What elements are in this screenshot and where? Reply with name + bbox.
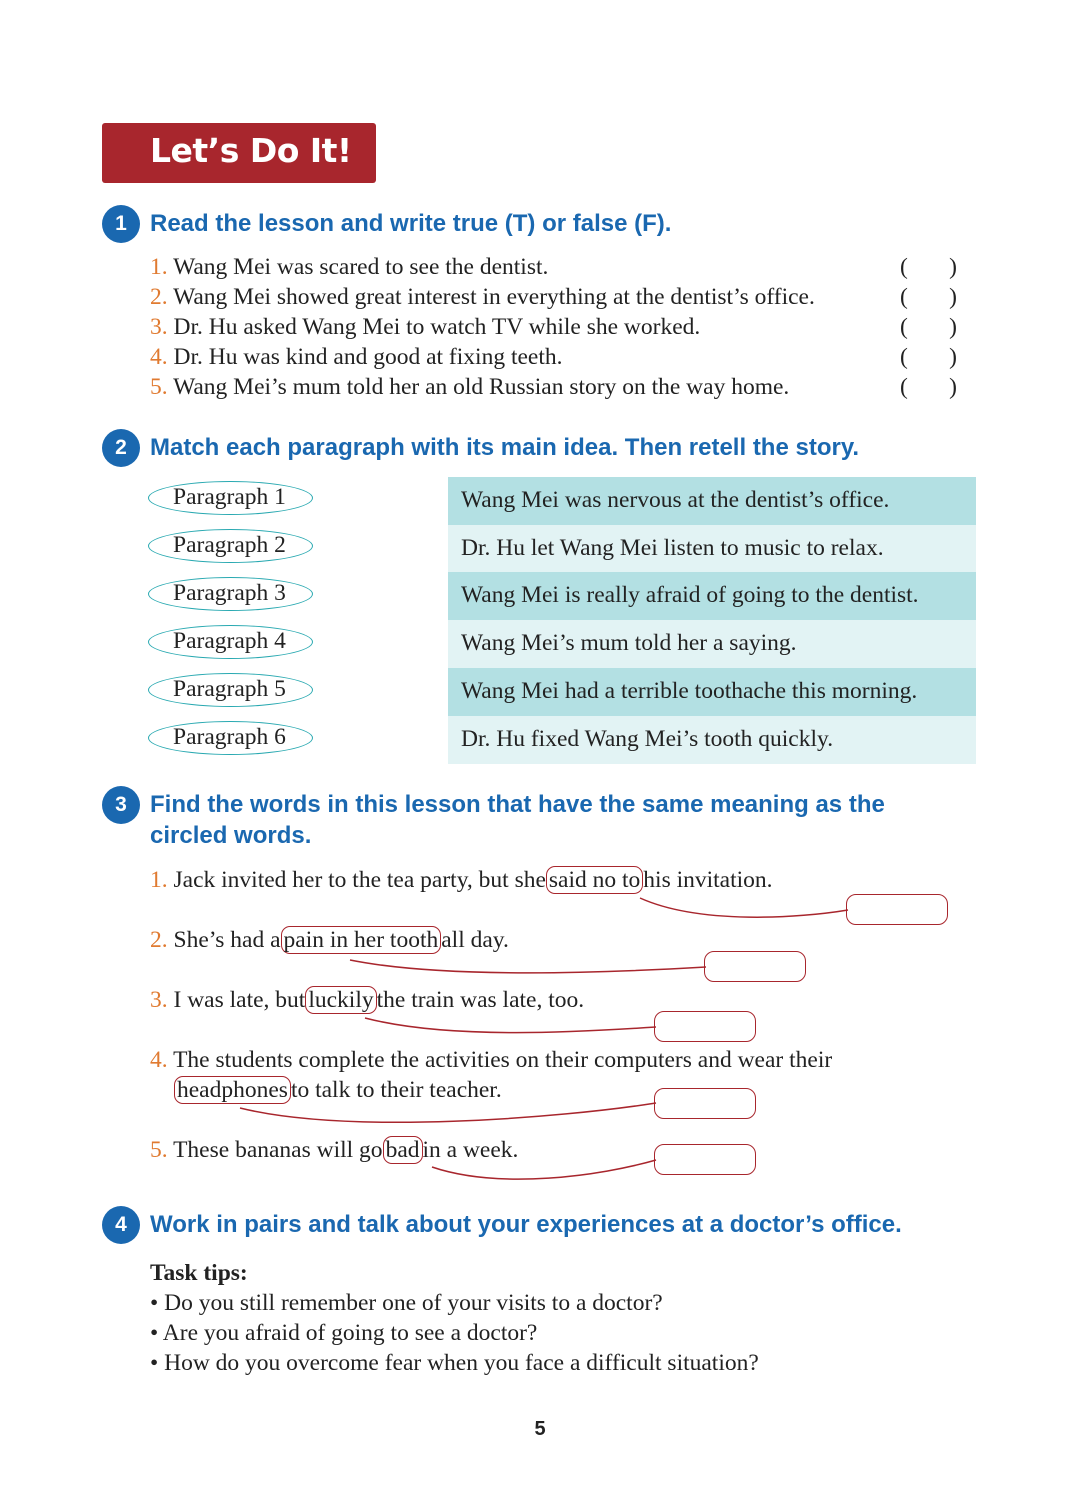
paragraph-label: Paragraph 6 bbox=[173, 724, 286, 750]
circled-word: said no to bbox=[546, 866, 643, 894]
vocab-item-2 bbox=[150, 927, 509, 954]
tf-item-number: 4. bbox=[150, 344, 168, 370]
connector-line-4 bbox=[240, 1103, 656, 1122]
main-idea-1[interactable]: Wang Mei was nervous at the dentist’s office. bbox=[448, 477, 976, 525]
main-idea-5[interactable]: Wang Mei had a terrible toothache this morning. bbox=[448, 668, 976, 716]
vocab-item-3 bbox=[150, 987, 584, 1014]
close-paren: ) bbox=[949, 314, 957, 340]
vocab-item-4-line-1 bbox=[150, 1047, 832, 1074]
circled-word: pain in her tooth bbox=[281, 926, 442, 954]
vocab-item-post: all day. bbox=[441, 927, 509, 953]
section-1-number: 1 bbox=[102, 205, 140, 243]
vocab-item-pre: She’s had a bbox=[173, 927, 281, 953]
section-3-title-line-2: circled words. bbox=[150, 822, 312, 849]
vocab-item-number: 3. bbox=[150, 987, 168, 1013]
paragraph-label: Paragraph 4 bbox=[173, 628, 286, 654]
open-paren: ( bbox=[900, 284, 908, 310]
paragraph-label: Paragraph 3 bbox=[173, 580, 286, 606]
tf-item-number: 2. bbox=[150, 284, 168, 310]
answer-box-2[interactable] bbox=[704, 951, 806, 982]
open-paren: ( bbox=[900, 374, 908, 400]
section-2-title: Match each paragraph with its main idea. Then retell the story. bbox=[150, 434, 860, 461]
open-paren: ( bbox=[900, 344, 908, 370]
main-idea-6[interactable]: Dr. Hu fixed Wang Mei’s tooth quickly. bbox=[448, 716, 976, 764]
vocab-item-5 bbox=[150, 1137, 518, 1164]
close-paren: ) bbox=[949, 344, 957, 370]
vocab-item-4-line-2 bbox=[174, 1077, 502, 1104]
section-4-number: 4 bbox=[102, 1206, 140, 1244]
section-1-title: Read the lesson and write true (T) or false (F). bbox=[150, 210, 672, 237]
section-2-number: 2 bbox=[102, 429, 140, 467]
paragraph-label: Paragraph 1 bbox=[173, 484, 286, 510]
task-tip-3: • How do you overcome fear when you face a difficult situation? bbox=[150, 1350, 759, 1376]
answer-box-4[interactable] bbox=[654, 1088, 756, 1119]
tf-item-text: Wang Mei’s mum told her an old Russian story on the way home. bbox=[173, 374, 790, 400]
paragraph-label: Paragraph 2 bbox=[173, 532, 286, 558]
vocab-item-post: in a week. bbox=[422, 1137, 519, 1163]
answer-box-5[interactable] bbox=[654, 1144, 756, 1175]
open-paren: ( bbox=[900, 254, 908, 280]
close-paren: ) bbox=[949, 284, 957, 310]
paragraph-label: Paragraph 5 bbox=[173, 676, 286, 702]
tf-item-text: Wang Mei was scared to see the dentist. bbox=[173, 254, 549, 280]
close-paren: ) bbox=[949, 254, 957, 280]
vocab-item-number: 4. bbox=[150, 1047, 168, 1073]
close-paren: ) bbox=[949, 374, 957, 400]
answer-box-3[interactable] bbox=[654, 1011, 756, 1042]
open-paren: ( bbox=[900, 314, 908, 340]
vocab-item-pre: Jack invited her to the tea party, but she bbox=[173, 867, 546, 893]
vocab-item-number: 1. bbox=[150, 867, 168, 893]
tf-item-number: 3. bbox=[150, 314, 168, 340]
task-tip-2: • Are you afraid of going to see a doctor? bbox=[150, 1320, 538, 1346]
vocab-item-number: 2. bbox=[150, 927, 168, 953]
vocab-item-post: his invitation. bbox=[643, 867, 773, 893]
tf-item-text: Wang Mei showed great interest in everything at the dentist’s office. bbox=[173, 284, 815, 310]
connector-line-3 bbox=[365, 1018, 656, 1033]
vocab-item-pre: I was late, but bbox=[173, 987, 306, 1013]
vocab-item-1 bbox=[150, 867, 773, 894]
vocab-item-pre: These bananas will go bbox=[173, 1137, 383, 1163]
connector-line-2 bbox=[350, 960, 706, 973]
answer-box-1[interactable] bbox=[846, 894, 948, 925]
tf-item-number: 1. bbox=[150, 254, 168, 280]
banner-title: Let’s Do It! bbox=[150, 131, 352, 170]
section-3-number: 3 bbox=[102, 786, 140, 824]
tf-item-text: Dr. Hu was kind and good at fixing teeth. bbox=[173, 344, 563, 370]
main-idea-2[interactable]: Dr. Hu let Wang Mei listen to music to relax. bbox=[448, 525, 976, 573]
section-3-title-line-1: Find the words in this lesson that have the same meaning as the bbox=[150, 791, 885, 818]
vocab-item-number: 5. bbox=[150, 1137, 168, 1163]
tf-item-number: 5. bbox=[150, 374, 168, 400]
main-idea-4[interactable]: Wang Mei’s mum told her a saying. bbox=[448, 620, 976, 668]
task-tip-1: • Do you still remember one of your visits to a doctor? bbox=[150, 1290, 663, 1316]
circled-word: bad bbox=[383, 1136, 423, 1164]
main-idea-3[interactable]: Wang Mei is really afraid of going to the dentist. bbox=[448, 572, 976, 620]
vocab-item-post: to talk to their teacher. bbox=[290, 1077, 502, 1103]
page-number: 5 bbox=[534, 1418, 546, 1440]
circled-word: luckily bbox=[305, 986, 376, 1014]
vocab-item-post: the train was late, too. bbox=[376, 987, 585, 1013]
vocab-item-pre: The students complete the activities on their computers and wear their bbox=[173, 1047, 833, 1073]
circled-word: headphones bbox=[174, 1076, 291, 1104]
task-tips-heading: Task tips: bbox=[150, 1260, 248, 1286]
connector-line-1 bbox=[640, 898, 848, 917]
tf-item-text: Dr. Hu asked Wang Mei to watch TV while she worked. bbox=[173, 314, 701, 340]
section-4-title: Work in pairs and talk about your experiences at a doctor’s office. bbox=[150, 1211, 902, 1238]
